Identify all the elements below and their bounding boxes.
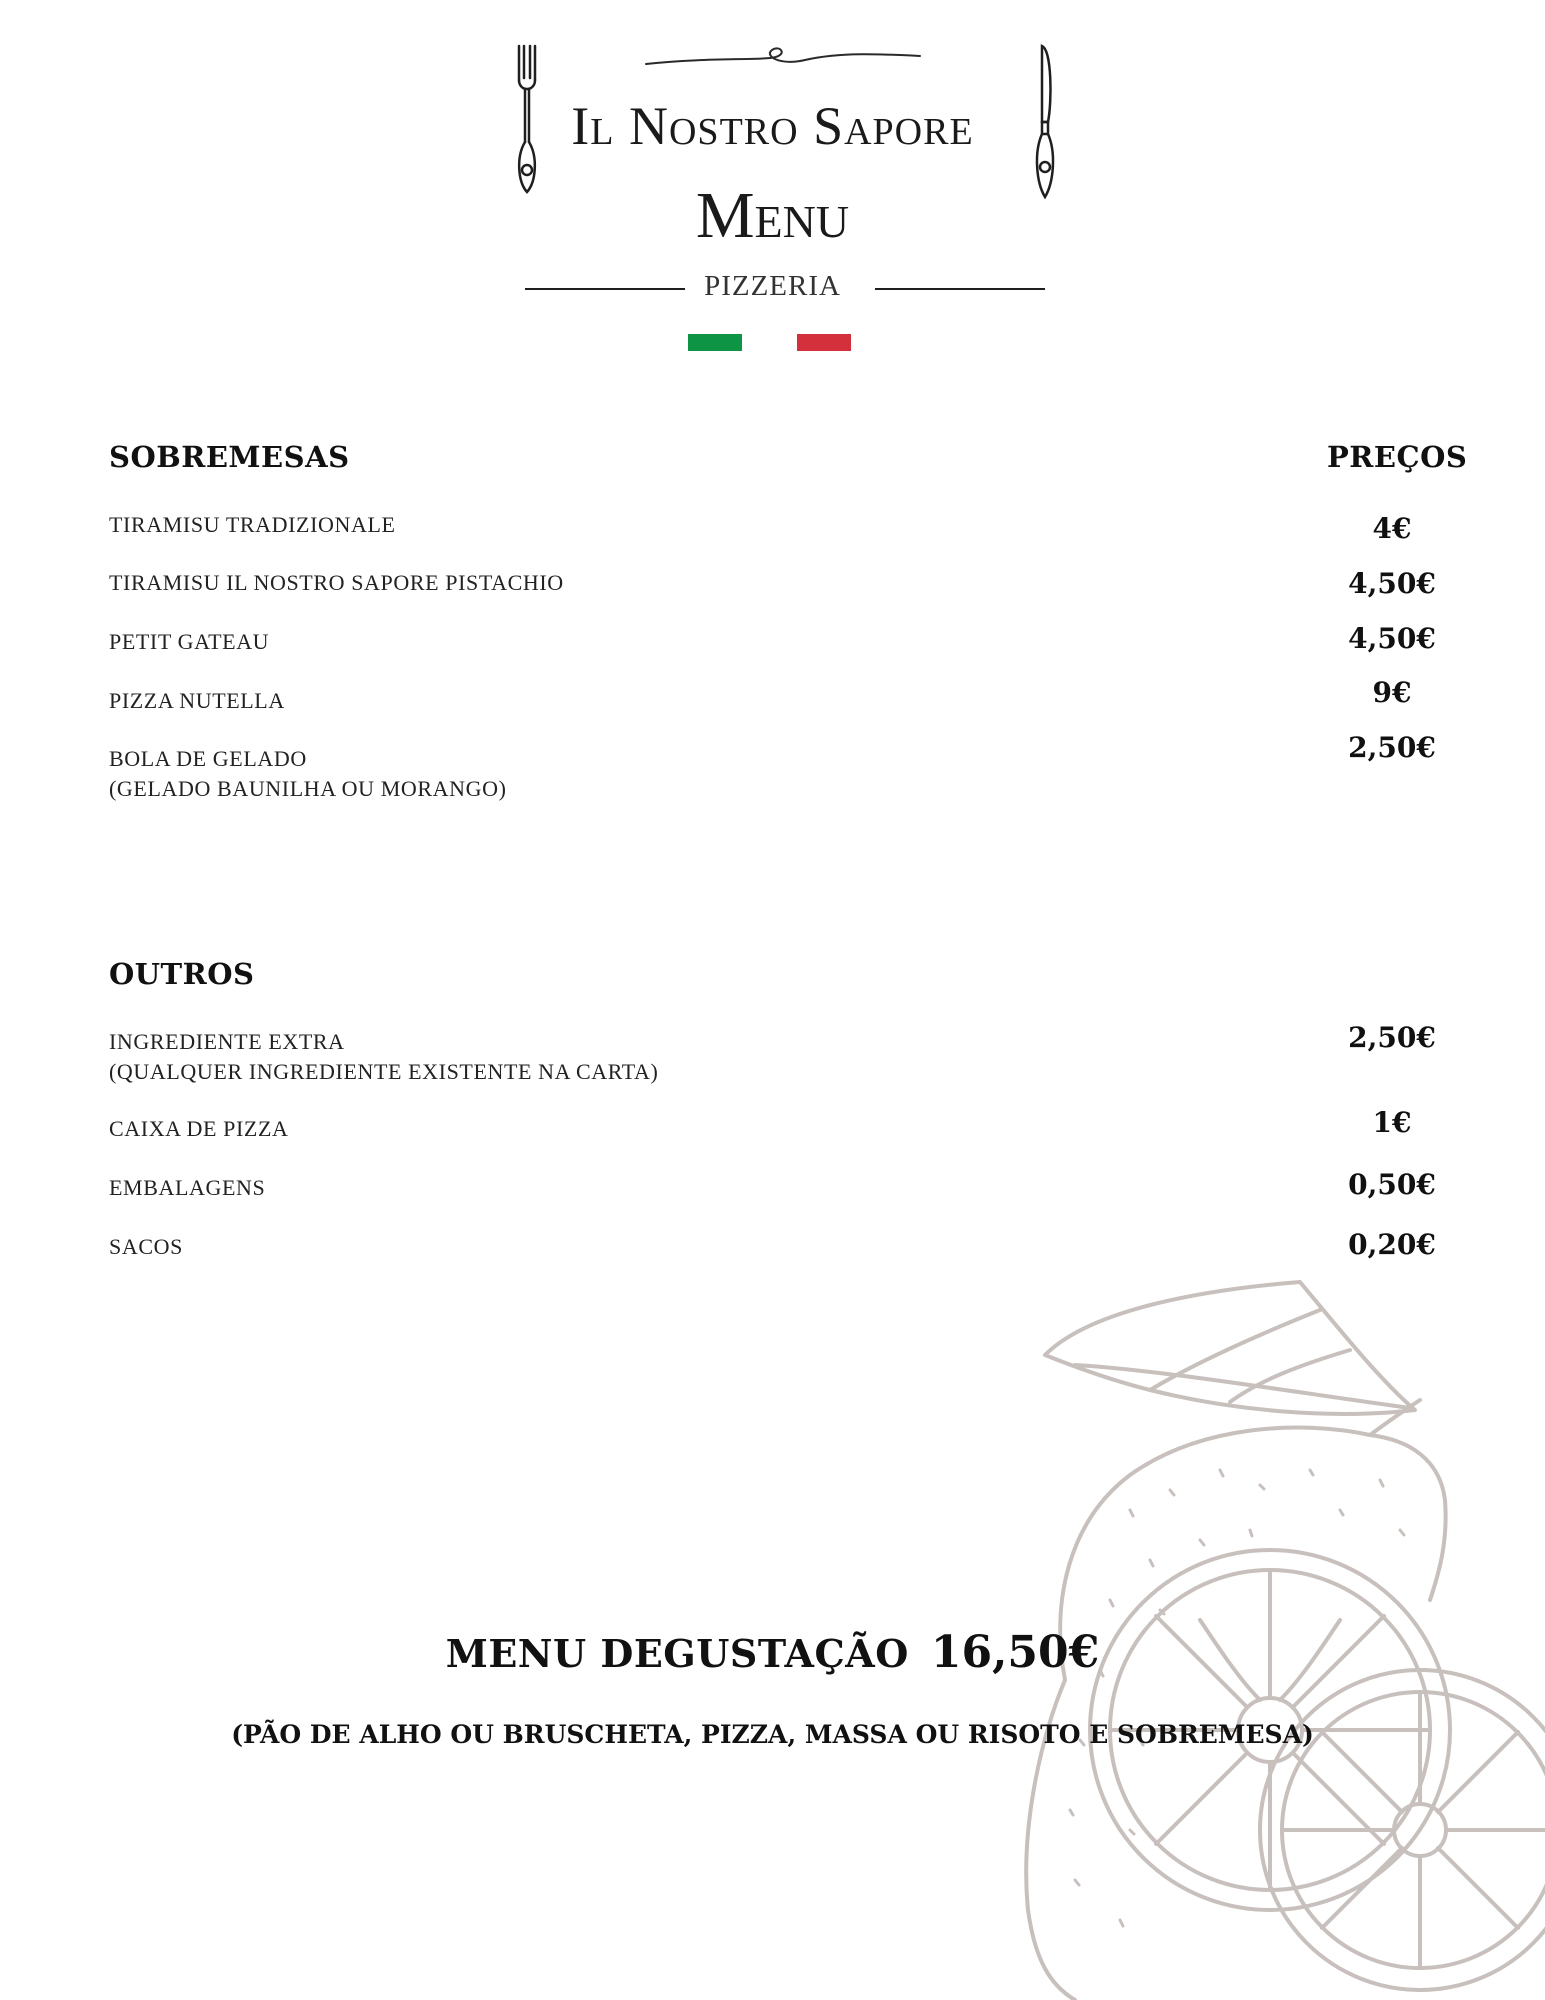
menu-item-price: 4,50€ [1348,622,1436,655]
divider-right [875,288,1045,290]
menu-header [0,0,1545,370]
menu-item: CAIXA DE PIZZA [109,1116,289,1141]
section-title-desserts: SOBREMESAS [109,440,350,474]
menu-item-price: 2,50€ [1348,731,1436,764]
menu-item [109,744,507,804]
menu-item-note: (GELADO BAUNILHA OU MORANGO) [109,776,507,801]
restaurant-name: Il Nostro Sapore [571,96,974,156]
menu-item-price: 0,20€ [1348,1228,1436,1261]
tasting-menu-label: MENU DEGUSTAÇÃO [445,1631,909,1676]
menu-item: SACOS [109,1234,183,1259]
tasting-menu-price: 16,50€ [930,1627,1100,1678]
menu-item: TIRAMISU TRADIZIONALE [109,512,396,537]
menu-item-note: (QUALQUER INGREDIENTE EXISTENTE NA CARTA) [109,1059,659,1084]
menu-item-price: 4,50€ [1348,567,1436,600]
pizzeria-tagline: PIZZERIA [704,270,841,302]
menu-item [109,1027,658,1087]
menu-item: EMBALAGENS [109,1175,266,1200]
section-title-others: OUTROS [109,957,255,991]
prices-header: PREÇOS [1327,440,1468,474]
menu-item-price: 0,50€ [1348,1168,1436,1201]
menu-item-name: BOLA DE GELADO [109,746,307,771]
tasting-menu-description: (PÃO DE ALHO OU BRUSCHETA, PIZZA, MASSA OU RISOTO E SOBREMESA) [231,1720,1314,1749]
menu-item-price: 1€ [1372,1106,1412,1139]
menu-item-price: 9€ [1372,676,1412,709]
menu-item: PETIT GATEAU [109,629,270,654]
menu-item-price: 2,50€ [1348,1021,1436,1054]
flag-red-stripe [797,334,851,351]
menu-heading: Menu [695,179,850,252]
swirl-ornament-icon [640,40,925,76]
tasting-menu-title [0,1627,1545,1678]
menu-item: TIRAMISU IL NOSTRO SAPORE PISTACHIO [109,570,564,595]
menu-item-name: INGREDIENTE EXTRA [109,1029,345,1054]
menu-item: PIZZA NUTELLA [109,688,285,713]
menu-item-price: 4€ [1372,512,1412,545]
flag-green-stripe [688,334,742,351]
